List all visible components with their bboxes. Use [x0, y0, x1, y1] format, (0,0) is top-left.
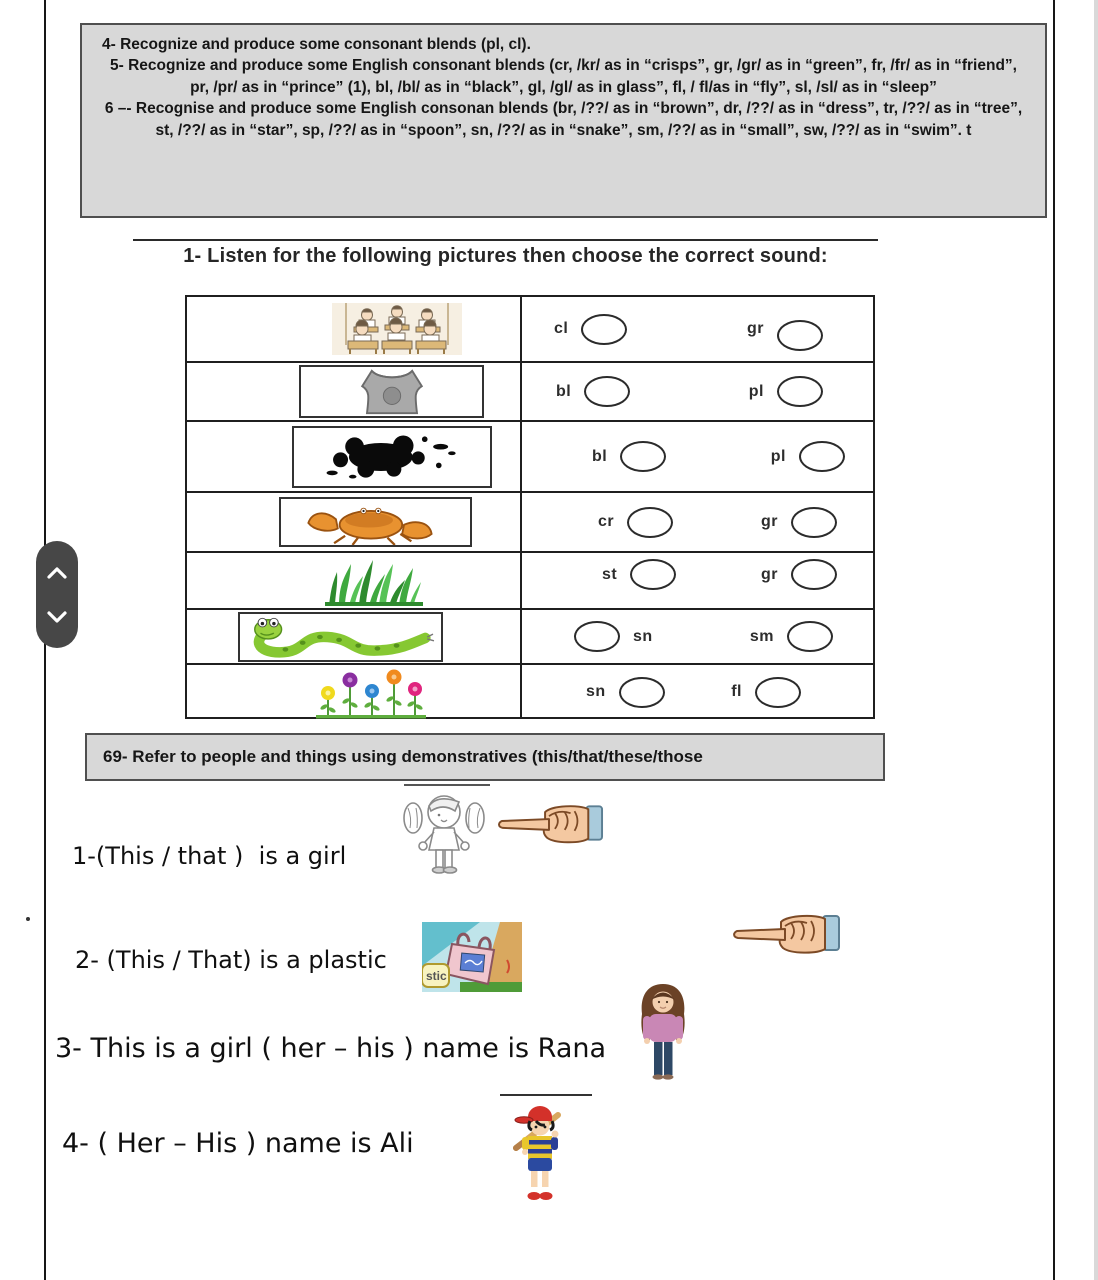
pointing-hand-icon — [728, 910, 842, 956]
sound-option — [586, 677, 665, 708]
sound-option — [761, 559, 837, 590]
sound-option-oval[interactable] — [799, 441, 845, 472]
chevron-down-icon — [45, 610, 69, 624]
sound-option-label: bl — [592, 447, 608, 465]
sound-option — [556, 376, 630, 407]
chevron-up-icon — [45, 566, 69, 580]
sound-option-label: cl — [554, 320, 569, 337]
options-cell — [522, 610, 873, 663]
stray-dot — [26, 917, 30, 921]
picture-cell-flowers — [187, 665, 522, 719]
sound-option-label: bl — [556, 382, 572, 400]
sketch-girl-picture — [398, 788, 490, 876]
sound-option-oval[interactable] — [620, 441, 666, 472]
picture-cell-classroom — [187, 297, 522, 361]
sound-option-label: pl — [770, 447, 786, 465]
options-cell — [522, 665, 873, 719]
sound-option-oval[interactable] — [581, 314, 627, 345]
sound-option — [731, 677, 801, 708]
page-border-right — [1053, 0, 1055, 1280]
picture-cell-vest — [187, 363, 522, 420]
sound-option — [574, 621, 653, 652]
sound-option — [750, 621, 833, 652]
demonstratives-panel — [85, 733, 885, 781]
plastic-vest-picture — [347, 367, 437, 417]
classroom-picture — [332, 303, 462, 355]
sound-option — [554, 314, 627, 345]
plastic-bag-picture — [422, 922, 522, 992]
sound-option-oval[interactable] — [791, 507, 837, 538]
picture-frame — [238, 612, 443, 662]
bag-bubble-label: stic — [426, 969, 447, 983]
demonstratives-text: 69- Refer to people and things using demonstratives (this/that/these/those — [103, 747, 703, 766]
sound-option-label: st — [602, 565, 618, 583]
girl-pink-top-picture — [626, 980, 700, 1085]
sounds-table — [185, 295, 875, 719]
sound-option-label: gr — [761, 513, 778, 530]
item-3-text: 3- This is a girl ( her – his ) name is Rana — [55, 1033, 607, 1064]
item-4-text: 4- ( Her – His ) name is Ali — [62, 1128, 414, 1159]
sound-option-oval[interactable] — [630, 559, 676, 590]
picture-frame — [279, 497, 472, 547]
sound-option — [747, 308, 823, 351]
picture-cell-crab — [187, 493, 522, 551]
flowers-picture — [314, 665, 429, 719]
options-cell — [522, 297, 873, 361]
scroll-navigation-pill — [36, 541, 78, 648]
sound-option — [602, 559, 676, 590]
sound-option-label: sn — [586, 683, 606, 700]
table-row — [187, 610, 873, 665]
sound-option-label: sn — [633, 627, 653, 645]
sound-option-label: fl — [731, 683, 742, 700]
sound-option-label: gr — [747, 320, 764, 337]
sound-option-oval[interactable] — [777, 320, 823, 351]
sound-option — [598, 507, 673, 538]
sound-option — [761, 507, 837, 538]
picture-frame — [292, 426, 492, 488]
sound-option-oval[interactable] — [791, 559, 837, 590]
objective-5: 5- Recognize and produce some English consonant blends (cr, /kr/ as in “crisps”, gr, /gr/ as in “green”, fr, /fr/ as in “friend”, pr, /pr/ as in “prince” (1), bl, /bl/ as in “black”, gl, /gl/ as in glass”, fl, / fl/as in “fly”, sl, /sl/ as in “sleep” — [110, 57, 1017, 96]
sound-option-oval[interactable] — [619, 677, 665, 708]
picture-cell-ink — [187, 422, 522, 491]
options-cell — [522, 363, 873, 420]
sound-option-oval[interactable] — [755, 677, 801, 708]
boy-red-cap-picture — [500, 1102, 574, 1207]
sound-option-oval[interactable] — [777, 376, 823, 407]
heading-rule — [133, 239, 878, 241]
sound-option-oval[interactable] — [627, 507, 673, 538]
sound-option — [749, 376, 823, 407]
sound-option-label: sm — [749, 627, 774, 645]
snake-picture — [242, 614, 440, 660]
ink-splat-picture — [297, 428, 487, 486]
scroll-down-button[interactable] — [39, 599, 75, 635]
item-1-text: 1-(This / that ) is a girl — [72, 842, 347, 870]
exercise1-heading: 1- Listen for the following pictures then choose the correct sound: — [183, 245, 828, 267]
picture-frame — [299, 365, 484, 418]
sound-option-label: pl — [748, 382, 764, 400]
sound-option-oval[interactable] — [787, 621, 833, 652]
objective-4: 4- Recognize and produce some consonant blends (pl, cl). — [102, 36, 531, 53]
table-row — [187, 297, 873, 363]
options-cell — [522, 493, 873, 551]
scroll-up-button[interactable] — [39, 555, 75, 591]
table-row — [187, 422, 873, 493]
table-row — [187, 665, 873, 719]
table-row — [187, 553, 873, 610]
sound-option-oval[interactable] — [574, 621, 620, 652]
table-row — [187, 493, 873, 553]
table-row — [187, 363, 873, 422]
options-cell — [522, 422, 873, 491]
sound-option-oval[interactable] — [584, 376, 630, 407]
sound-option — [592, 441, 666, 472]
picture-cell-snake — [187, 610, 522, 663]
options-cell — [522, 553, 873, 608]
short-rule — [500, 1094, 592, 1096]
crab-picture — [283, 499, 468, 545]
line-above-girl — [404, 784, 490, 786]
sound-option-label: cr — [598, 513, 615, 530]
objective-6: 6 –- Recognise and produce some English consonan blends (br, /??/ as in “brown”, dr, /??/ as in “dress”, tr, /??/ as in “tree”, st, /??/ as in “star”, sp, /??/ as in “spoon”, sn, /??/ as in “snake”, sm, /??/ as in “small”, sw, /??/ as in “swim”. t — [104, 100, 1023, 139]
item-2-text: 2- (This / That) is a plastic — [75, 946, 387, 974]
picture-cell-grass — [187, 553, 522, 608]
objectives-panel — [80, 23, 1047, 218]
sound-option-label: gr — [761, 565, 778, 583]
sound-option — [771, 441, 845, 472]
grass-picture — [321, 556, 426, 606]
pointing-hand-icon — [494, 800, 604, 846]
page-edge-shadow — [1094, 0, 1098, 1280]
